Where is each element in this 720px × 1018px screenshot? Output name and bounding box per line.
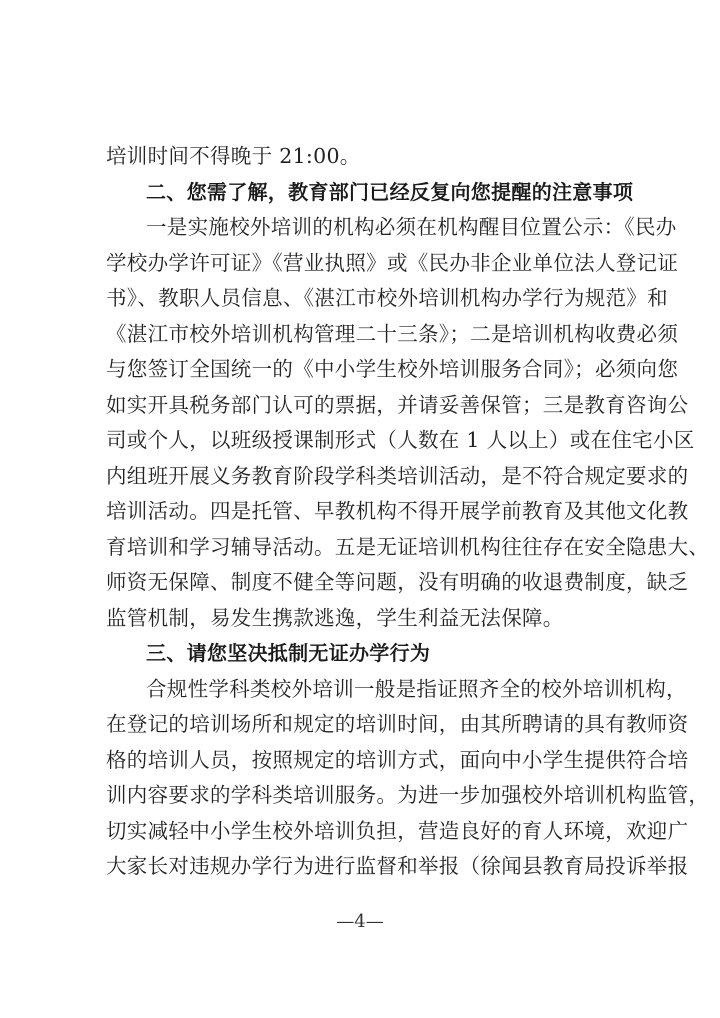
body-line-13: 师资无保障、制度不健全等问题，没有明确的收退费制度，缺乏: [106, 570, 689, 594]
body-line-12: 育培训和学习辅导活动。五是无证培训机构往往存在安全隐患大、: [106, 535, 710, 559]
body-line-18: 格的培训人员，按照规定的培训方式，面向中小学生提供符合培: [106, 748, 689, 772]
body-line-1: 培训时间不得晚于 21:00。: [106, 144, 361, 168]
body-line-14: 监管机制，易发生携款逃逸，学生利益无法保障。: [106, 606, 564, 630]
body-line-4: 学校办学许可证》《营业执照》或《民办非企业单位法人登记证: [106, 251, 679, 275]
page-number: —4—: [336, 911, 384, 932]
body-line-11: 培训活动。四是托管、早教机构不得开展学前教育及其他文化教: [106, 499, 689, 523]
body-line-3: 一是实施校外培训的机构必须在机构醒目位置公示：《民办: [146, 215, 677, 239]
section-heading-3: 三、请您坚决抵制无证办学行为: [146, 641, 431, 665]
body-line-10: 内组班开展义务教育阶段学科类培训活动，是不符合规定要求的: [106, 464, 689, 488]
body-line-21: 大家长对违规办学行为进行监督和举报（徐闻县教育局投诉举报: [106, 854, 689, 878]
body-line-8: 如实开具税务部门认可的票据，并请妥善保管；三是教育咨询公: [106, 393, 689, 417]
body-line-17: 在登记的培训场所和规定的培训时间，由其所聘请的具有教师资: [106, 712, 689, 736]
section-heading-2: 二、您需了解，教育部门已经反复向您提醒的注意事项: [146, 180, 634, 204]
body-line-7: 与您签订全国统一的《中小学生校外培训服务合同》；必须向您: [106, 357, 679, 381]
body-line-9: 司或个人，以班级授课制形式（人数在 1 人以上）或在住宅小区: [106, 428, 695, 452]
body-line-6: 《湛江市校外培训机构管理二十三条》；二是培训机构收费必须: [106, 322, 679, 346]
body-line-5: 书》、教职人员信息、《湛江市校外培训机构办学行为规范》和: [106, 286, 668, 310]
body-line-20: 切实减轻中小学生校外培训负担，营造良好的育人环境，欢迎广: [106, 819, 689, 843]
body-line-19: 训内容要求的学科类培训服务。为进一步加强校外培训机构监管，: [106, 783, 710, 807]
body-line-16: 合规性学科类校外培训一般是指证照齐全的校外培训机构，: [146, 677, 687, 701]
